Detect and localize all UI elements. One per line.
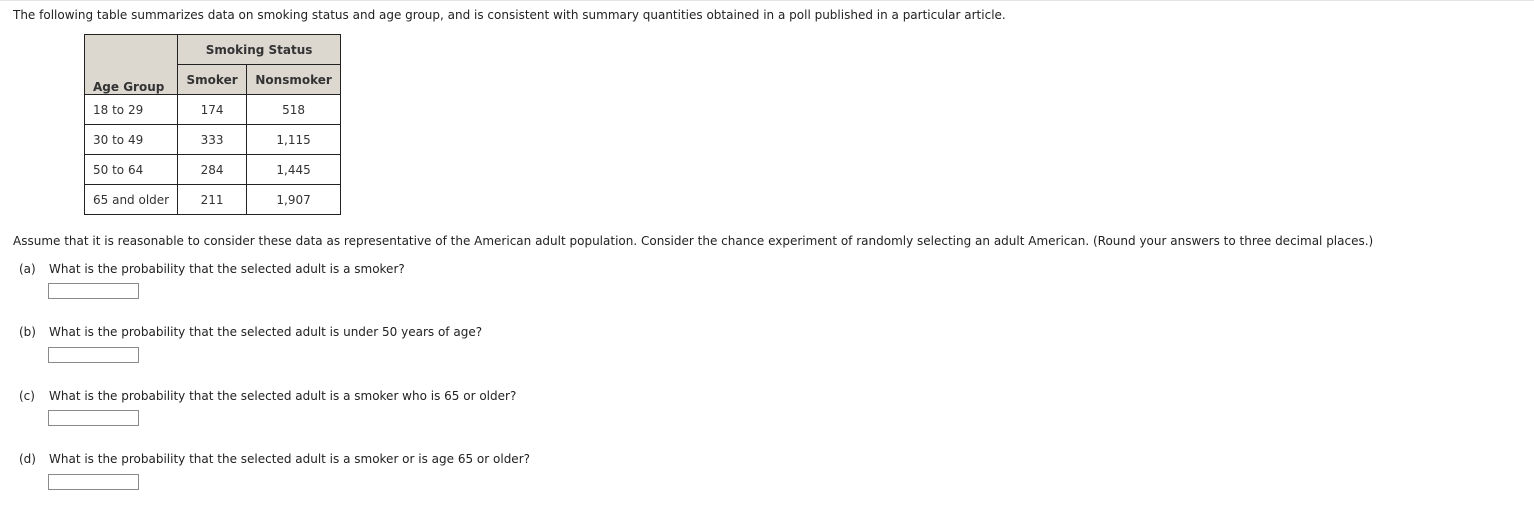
question-text: What is the probability that the selected adult is under 50 years of age? <box>49 325 483 339</box>
answer-input-c[interactable] <box>48 410 139 426</box>
smoker-count-cell: 333 <box>178 125 247 155</box>
intro-text: The following table summarizes data on smoking status and age group, and is consistent with summary quantities obtained in a poll published in a particular article. <box>13 8 1006 22</box>
question-a <box>19 262 405 276</box>
age-group-header: Age Group <box>85 35 178 95</box>
question-text: What is the probability that the selected adult is a smoker or is age 65 or older? <box>49 452 530 466</box>
smoking-status-header: Smoking Status <box>178 35 341 65</box>
nonsmoker-count-cell: 1,907 <box>247 185 341 215</box>
age-group-cell: 30 to 49 <box>85 125 178 155</box>
table-row <box>85 125 341 155</box>
smoker-count-cell: 284 <box>178 155 247 185</box>
table-row <box>85 185 341 215</box>
question-label: (b) <box>19 325 36 339</box>
question-d <box>19 452 530 466</box>
smoking-age-table <box>84 34 341 215</box>
question-label: (c) <box>19 389 35 403</box>
nonsmoker-count-cell: 1,115 <box>247 125 341 155</box>
question-b <box>19 325 482 339</box>
nonsmoker-column-header: Nonsmoker <box>247 65 341 95</box>
smoker-column-header: Smoker <box>178 65 247 95</box>
question-text: What is the probability that the selected adult is a smoker who is 65 or older? <box>49 389 517 403</box>
question-c <box>19 389 516 403</box>
answer-input-d[interactable] <box>48 474 139 490</box>
age-group-cell: 65 and older <box>85 185 178 215</box>
nonsmoker-count-cell: 1,445 <box>247 155 341 185</box>
nonsmoker-count-cell: 518 <box>247 95 341 125</box>
age-group-cell: 18 to 29 <box>85 95 178 125</box>
question-label: (d) <box>19 452 36 466</box>
answer-input-b[interactable] <box>48 347 139 363</box>
table-row <box>85 95 341 125</box>
smoker-count-cell: 174 <box>178 95 247 125</box>
assumption-text: Assume that it is reasonable to consider these data as representative of the American adult population. Consider the chance experiment of randomly selecting an adult American. (Round your answers to three decimal places.) <box>13 234 1374 248</box>
question-label: (a) <box>19 262 36 276</box>
answer-input-a[interactable] <box>48 283 139 299</box>
table-row <box>85 155 341 185</box>
smoker-count-cell: 211 <box>178 185 247 215</box>
question-text: What is the probability that the selected adult is a smoker? <box>49 262 405 276</box>
table-group-header-row <box>85 35 341 65</box>
age-group-cell: 50 to 64 <box>85 155 178 185</box>
